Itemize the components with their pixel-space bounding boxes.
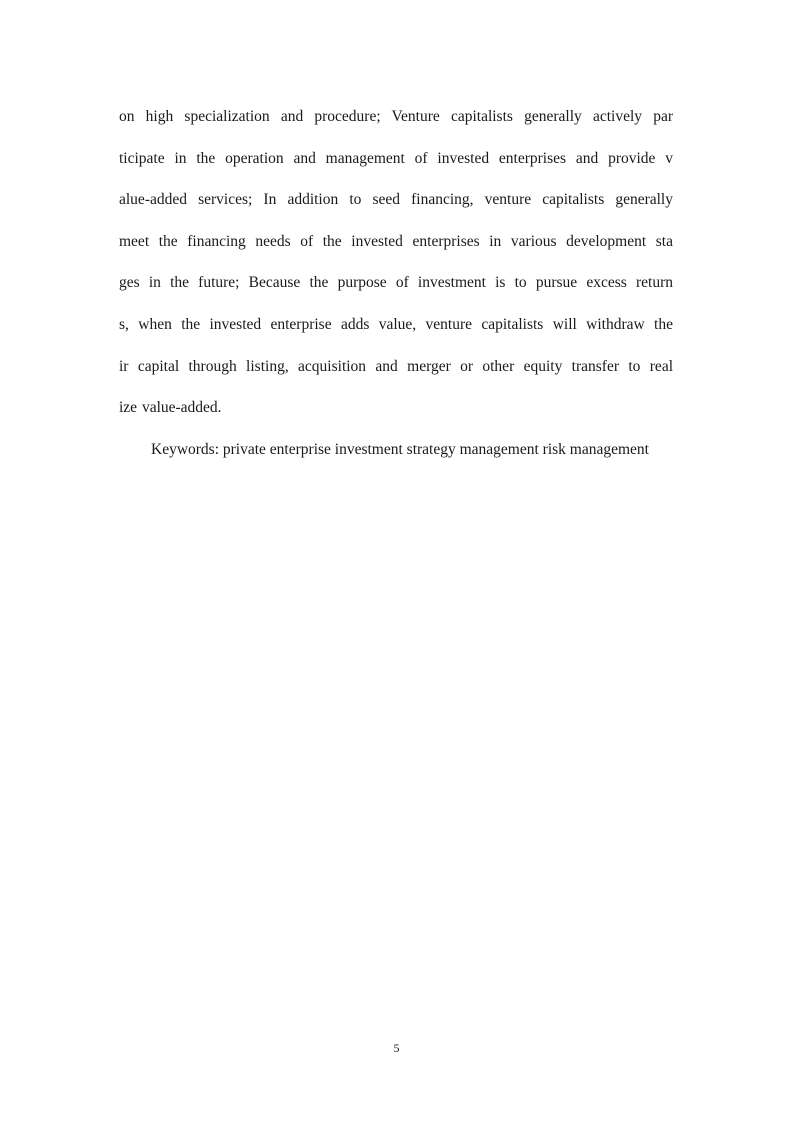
page-number: 5 xyxy=(393,1041,400,1055)
keywords-line: Keywords: private enterprise investment strategy management risk management xyxy=(151,441,649,458)
paragraph-line: meet the financing needs of the invested enterprises in various development sta xyxy=(119,232,673,250)
paragraph-line: ges in the future; Because the purpose of investment is to pursue excess return xyxy=(119,274,673,292)
paragraph-line: ticipate in the operation and management of invested enterprises and provide v xyxy=(119,149,673,167)
paragraph-line: ir capital through listing, acquisition and merger or other equity transfer to real xyxy=(119,357,673,375)
paragraph-line: alue-added services; In addition to seed financing, venture capitalists generally xyxy=(119,191,673,209)
paragraph-line: on high specialization and procedure; Venture capitalists generally actively par xyxy=(119,108,673,125)
abstract-paragraph xyxy=(119,104,673,437)
paragraph-line: s, when the invested enterprise adds value, venture capitalists will withdraw the xyxy=(119,315,673,333)
paragraph-line: ize value-added. xyxy=(119,399,222,417)
